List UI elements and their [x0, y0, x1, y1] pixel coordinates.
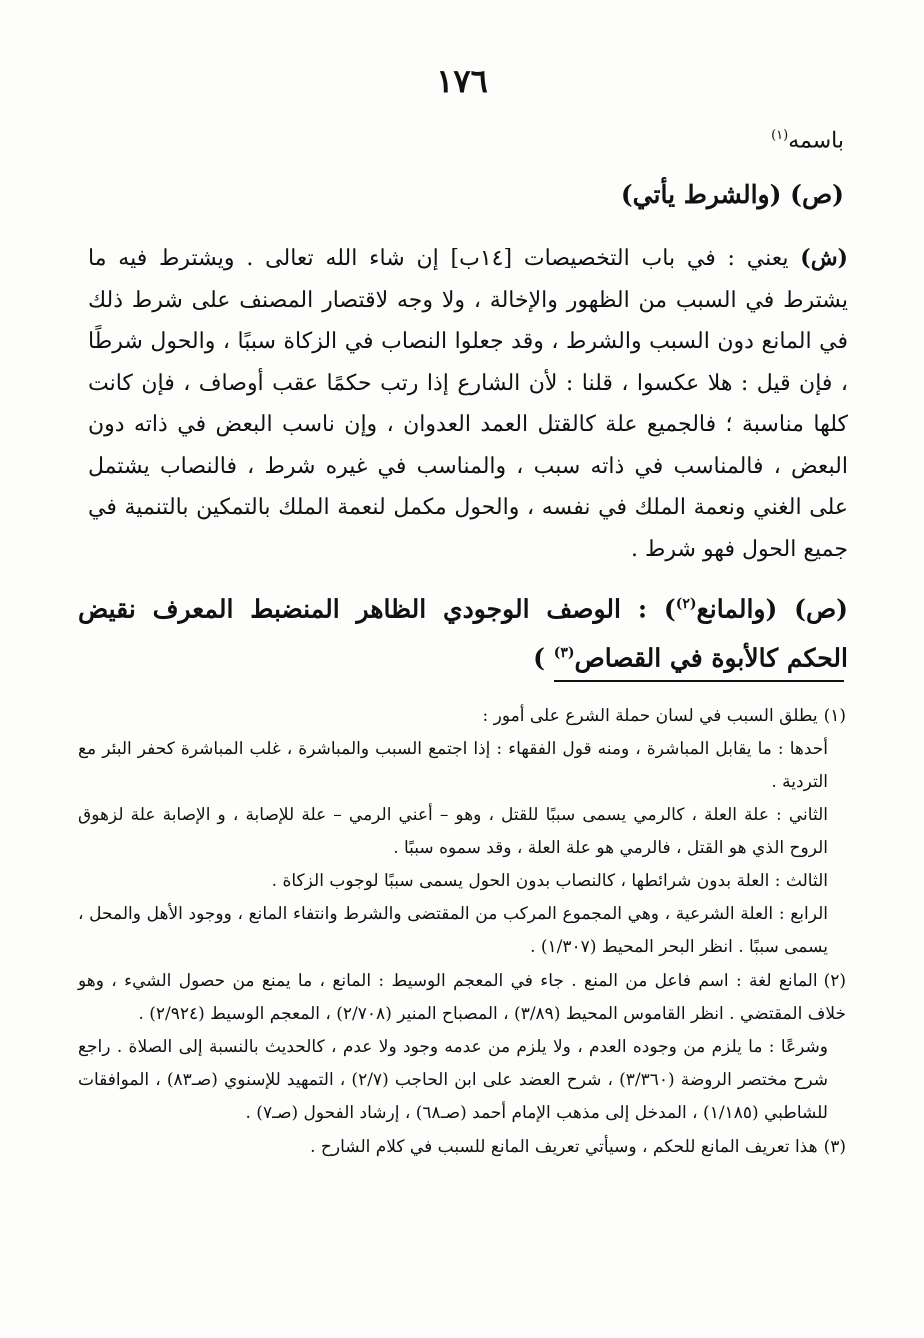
footnote-2 [78, 965, 846, 1130]
footnote-1 [78, 700, 846, 964]
page-number: ١٧٦ [436, 62, 488, 100]
footnote-1-para: الرابع : العلة الشرعية ، وهي المجموع المركب من المقتضى والشرط وانتفاء المانع ، ووجود الأهل والمحل ، يسمى سببًا . انظر البحر المحيط (١/٣٠٧) . [78, 904, 828, 957]
footnote-divider [554, 680, 844, 682]
footnote-2-number: (٢) [823, 971, 846, 991]
footnote-3-number: (٣) [823, 1137, 846, 1157]
heading-2-part1: (ص) (والمانع [696, 594, 849, 624]
footnote-3-text: هذا تعريف المانع للحكم ، وسيأتي تعريف المانع للسبب في كلام الشارح . [310, 1137, 818, 1157]
footnote-2-para: وشرعًا : ما يلزم من وجوده العدم ، ولا يلزم من عدمه وجود ولا عدم ، كالحديث بالنسبة إلى الصلاة . راجع شرح مختصر الروضة (٣/٣٦٠) ، شرح العضد على ابن الحاجب (٢/٧) ، التمهيد للإسنوي (صـ٨٣) ، الموافقات للشاطبي (١/١٨٥) ، المدخل إلى مذهب الإمام أحمد (صـ٦٨) ، إرشاد الفحول (صـ٧) . [78, 1037, 828, 1123]
commentary-paragraph [88, 238, 848, 570]
footnotes-section [78, 700, 846, 1165]
matn-heading-impediment [78, 582, 848, 681]
matn-heading-condition: (ص) (والشرط يأتي) [620, 180, 844, 209]
heading-2-part2: ) : الوصف الوجودي الظاهر المنضبط المعرف نقيض الحكم كالأبوة في القصاص [78, 594, 848, 673]
footnote-1-number: (١) [823, 706, 846, 726]
footnote-1-para: أحدها : ما يقابل المباشرة ، ومنه قول الفقهاء : إذا اجتمع السبب والمباشرة ، غلب المباشرة كحفر البئر مع التردية . [78, 739, 828, 792]
carried-over-fragment [771, 128, 844, 153]
footnote-ref-1: (١) [771, 128, 789, 143]
footnote-1-para: الثاني : علة العلة ، كالرمي يسمى سببًا للقتل ، وهو – أعني الرمي – علة للإصابة ، و الإصابة علة لزهوق الروح الذي هو القتل ، فالرمي هو علة العلة ، وقد سموه سببًا . [78, 805, 828, 858]
commentary-text: يعني : في باب التخصيصات [١٤ب] إن شاء الله تعالى . ويشترط فيه ما يشترط في السبب من الظهور والإخالة ، ولا وجه لاقتصار المصنف على شرط ذلك في المانع دون السبب والشرط ، وقد جعلوا النصاب في الزكاة سببًا ، والحول شرطًا ، فإن قيل : هلا عكسوا ، قلنا : لأن الشارع إذا رتب حكمًا عقب أوصاف ، فإن كانت كلها مناسبة ؛ فالجميع علة كالقتل العمد العدوان ، وإن ناسب البعض في ذاته دون البعض ، فالمناسب في ذاته سبب ، والمناسب في غيره شرط ، فالنصاب يشتمل على الغني ونعمة الملك في نفسه ، والحول مكمل لنعمة الملك بالتمكين بالتنمية في جميع الحول فهو شرط . [88, 246, 848, 562]
footnote-ref-2: (٢) [675, 596, 697, 612]
footnote-1-intro: يطلق السبب في لسان حملة الشرع على أمور : [482, 706, 818, 726]
footnote-ref-3: (٣) [553, 645, 575, 662]
fragment-text: باسمه [788, 128, 844, 154]
footnote-2-intro: المانع لغة : اسم فاعل من المنع . جاء في المعجم الوسيط : المانع ، ما يمنع من حصول الشيء ، وهو خلاف المقتضي . انظر القاموس المحيط (٣/٨٩) ، المصباح المنير (٢/٧٠٨) ، المعجم الوسيط (٢/٩٢٤) . [78, 971, 846, 1024]
commentary-marker: (ش) [800, 245, 848, 271]
heading-2-part3: ) [533, 643, 554, 673]
footnote-3 [78, 1131, 846, 1164]
footnote-1-para: الثالث : العلة بدون شرائطها ، كالنصاب بدون الحول يسمى سببًا لوجوب الزكاة . [271, 871, 828, 891]
